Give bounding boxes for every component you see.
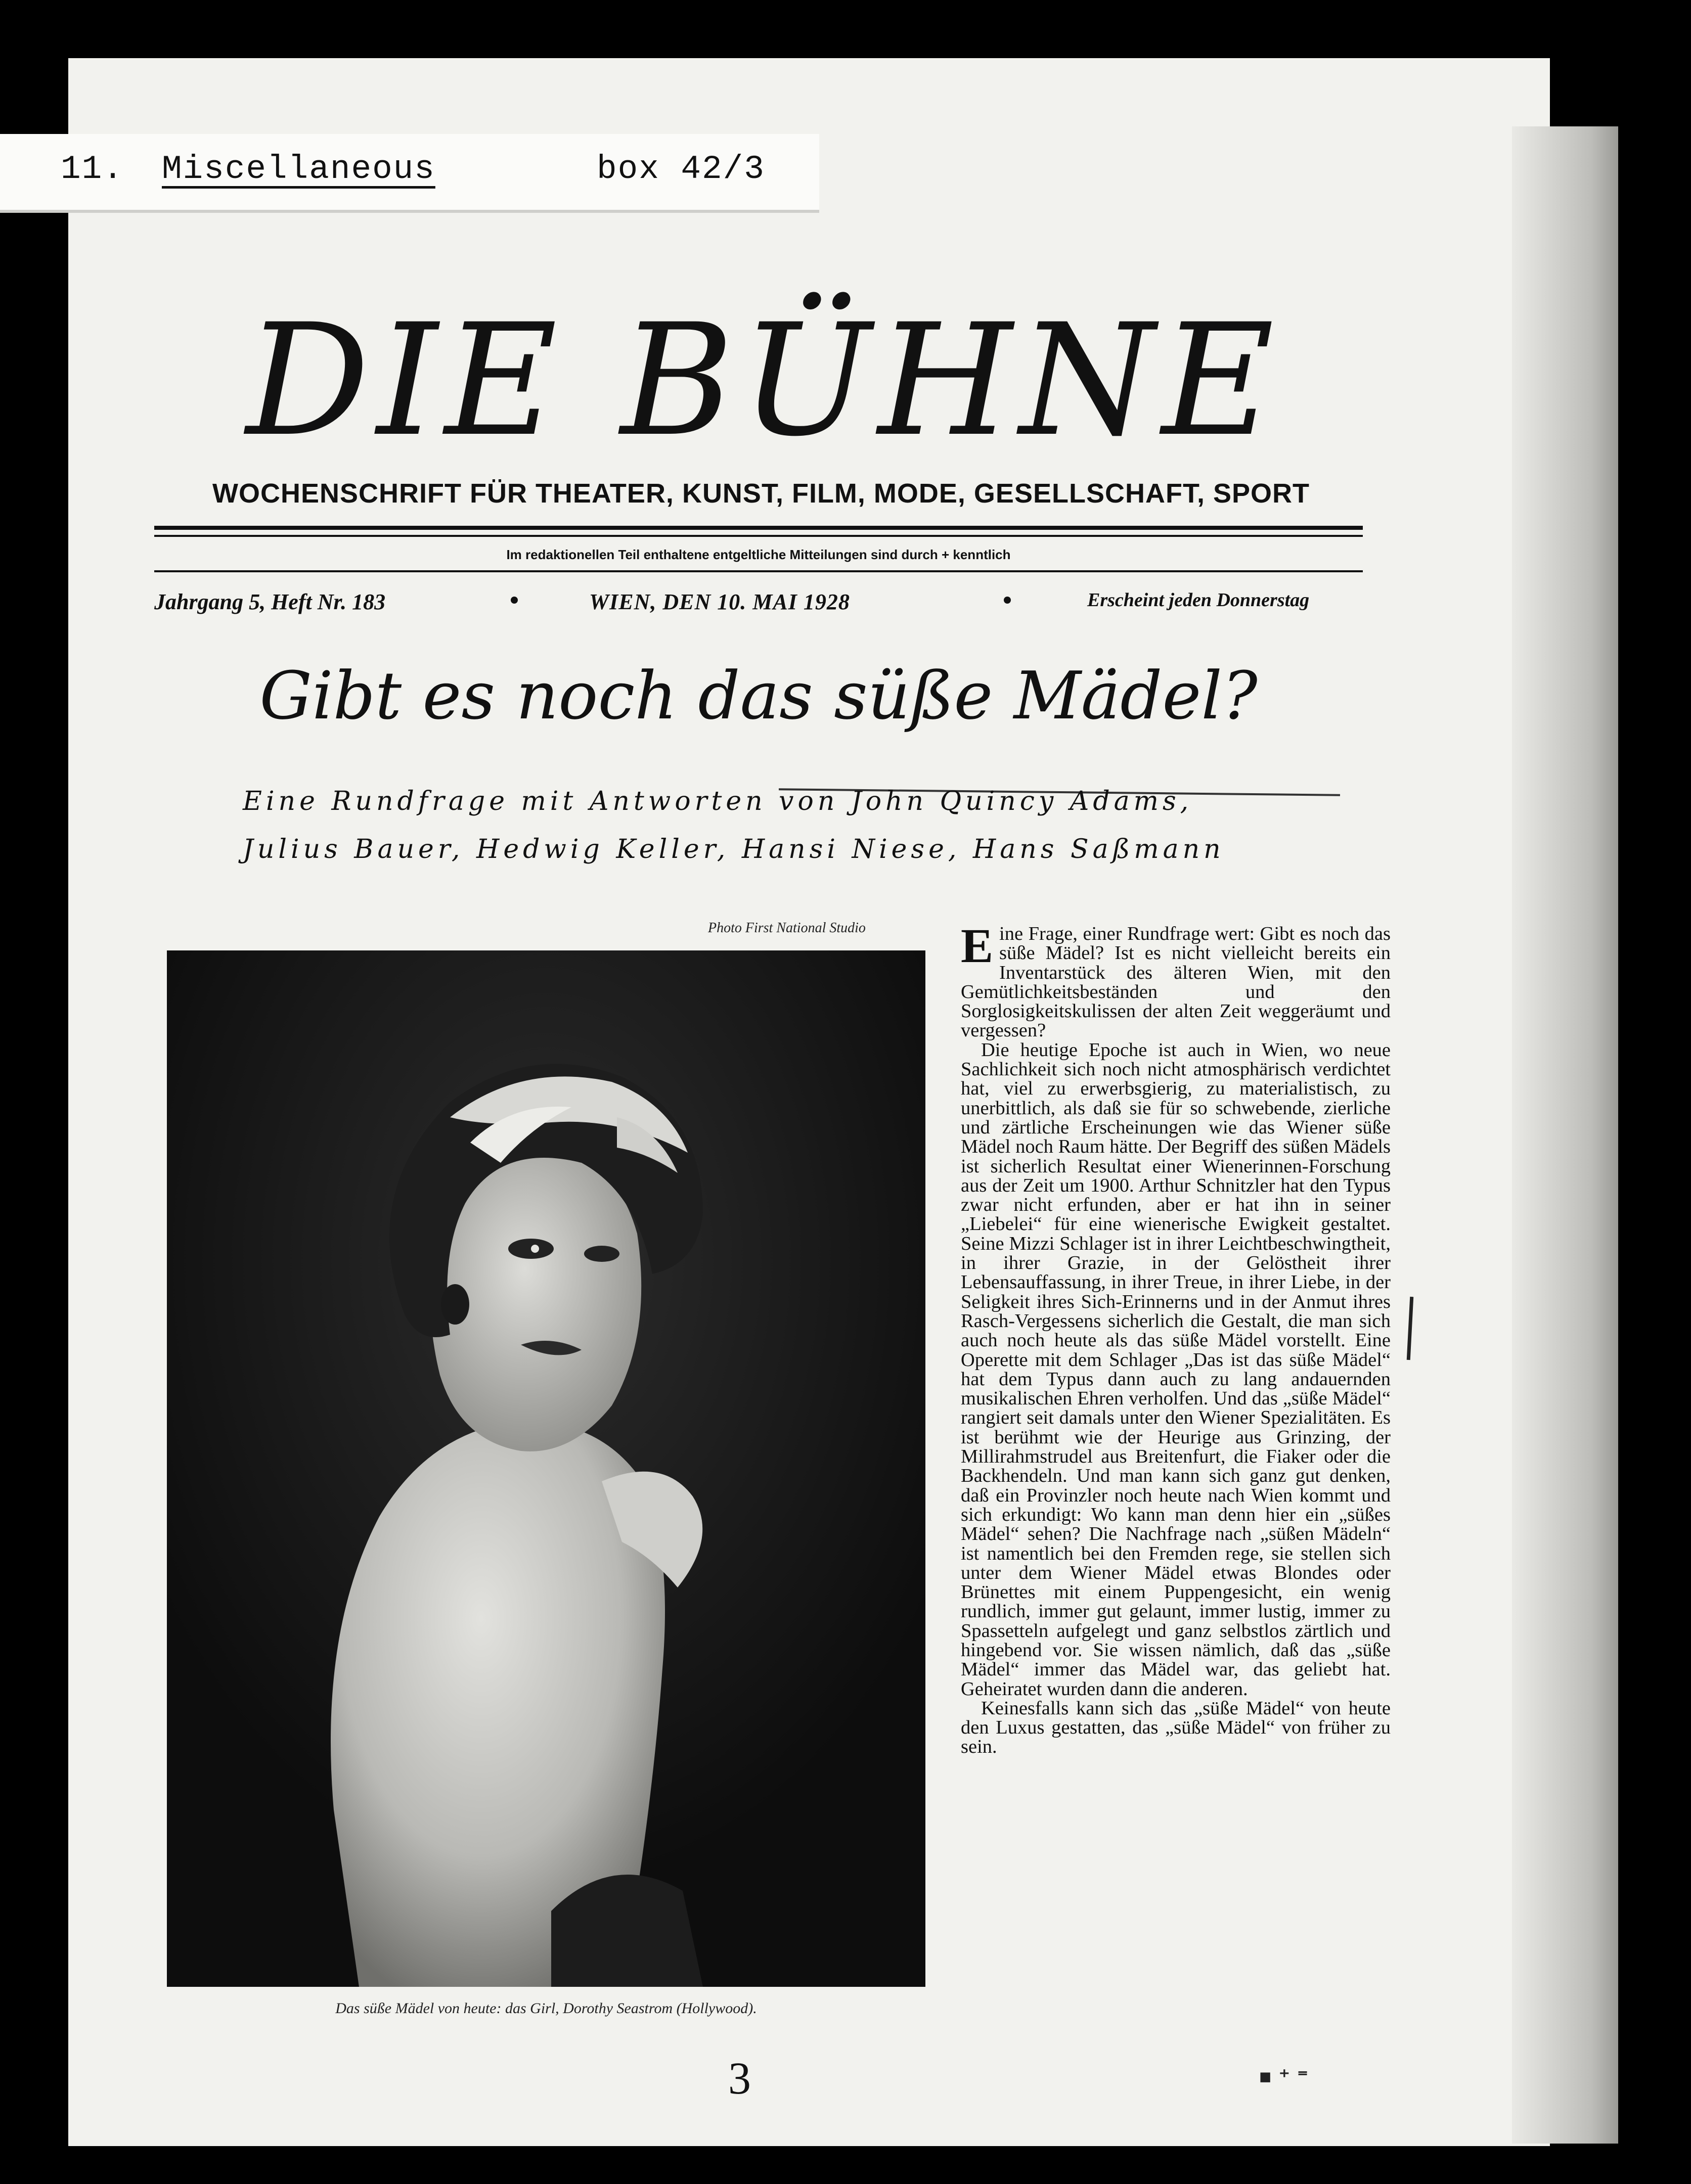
archive-label bbox=[0, 134, 819, 213]
page-edge-shadow bbox=[1512, 126, 1618, 2144]
article-dek-line1: Eine Rundfrage mit Antworten von John Quincy Adams, bbox=[243, 786, 1193, 816]
separator-dot bbox=[1004, 597, 1011, 604]
editorial-notice: Im redaktionellen Teil enthaltene entgeltliche Mitteilungen sind durch + kenntlich bbox=[506, 547, 1011, 562]
separator-dot bbox=[511, 597, 518, 604]
archive-number: 11. bbox=[61, 150, 124, 188]
issue-frequency: Erscheint jeden Donnerstag bbox=[1087, 589, 1310, 611]
article-paragraph: Keinesfalls kann sich das „süße Mädel“ von heute den Luxus gestatten, das „süße Mädel“ von früher zu sein. bbox=[961, 1697, 1391, 1758]
page-number: 3 bbox=[728, 2054, 751, 2104]
article-dek-line2: Julius Bauer, Hedwig Keller, Hansi Niese, Hans Saßmann bbox=[243, 834, 1225, 864]
article-body bbox=[961, 919, 1391, 1758]
masthead-subtitle: WOCHENSCHRIFT FÜR THEATER, KUNST, FILM, MODE, GESELLSCHAFT, SPORT bbox=[212, 478, 1310, 509]
article-headline: Gibt es noch das süße Mädel? bbox=[259, 657, 1258, 734]
drop-cap: E bbox=[961, 919, 994, 973]
portrait-photo bbox=[167, 950, 925, 1987]
archive-box: box 42/3 bbox=[597, 150, 765, 188]
article-paragraph: Die heutige Epoche ist auch in Wien, wo neue Sachlichkeit sich noch nicht atmosphärisch verdichtet hat, viel zu erwerbsgierig, zu materialistisch, zu unerbittlich, als daß sie für so schwebende, zierliche und zärtliche Erscheinungen wie das Wiener süße Mädel noch Raum hätte. Der Begriff des süßen Mädels ist sicherlich Resultat einer Wienerinnen-Forschung aus der Zeit um 1900. Arthur Schnitzler hat den Typus zwar nicht erfunden, aber er hat ihn in seiner „Liebelei“ für eine wienerische Ewigkeit gestaltet. Seine Mizzi Schlager ist in ihrer Leichtbeschwingtheit, in ihrer Grazie, in der Gelöstheit ihrer Lebensauffassung, in ihrer Treue, in ihrer Liebe, in der Seligkeit ihres Sich-Erinnerns und in der Anmut ihres Rasch-Vergessens sicherlich die Gestalt, die man sich auch noch heute als das süße Mädel vorstellt. Eine Operette mit dem Schlager „Das ist das süße Mädel“ hat dem Typus dann auch zu lang andauernden musikalischen Ehren verholfen. Und das „süße Mädel“ rangiert seit damals unter den Wiener Spezialitäten. Es ist berühmt wie der Heurige aus Grinzing, der Millirahmstrudel aus Breitenfurt, die Fiaker oder die Backhendeln. Und man kann sich ganz gut denken, daß ein Provinzler noch heute nach Wien kommt und sich erkundigt: Wo kann man denn hier ein „süßes Mädel“ sehen? Die Nachfrage nach „süßen Mädeln“ ist namentlich bei den Fremden rege, sie stellen sich unter dem Wiener Mädel etwas Blondes oder Brünettes mit einem Puppengesicht, ein wenig rundlich, immer gut gelaunt, immer lustig, immer zu Spassetteln aufgelegt und ganz selbstlos zärtlich und hingebend vor. Sie wissen nämlich, daß das „süße Mädel“ immer das Mädel war, das geliebt hat. Geheiratet wurden dann die anderen. bbox=[961, 1039, 1391, 1700]
masthead-rule bbox=[154, 526, 1363, 530]
photo-caption: Das süße Mädel von heute: das Girl, Dorothy Seastrom (Hollywood). bbox=[335, 2000, 757, 2017]
issue-date: WIEN, DEN 10. MAI 1928 bbox=[589, 589, 850, 614]
paragraph-text: ine Frage, einer Rundfrage wert: Gibt es noch das süße Mädel? Ist es nicht vielleicht bereits ein Inventarstück des älteren Wien, mit den Gemütlichkeitsbeständen und den Sorglosigkeitskulissen der alten Zeit weggeräumt und vergessen? bbox=[961, 923, 1391, 1041]
masthead-title: DIE BÜHNE bbox=[246, 291, 1281, 470]
masthead-rule-thin bbox=[154, 535, 1363, 537]
notice-rule bbox=[154, 570, 1363, 572]
issue-volume: Jahrgang 5, Heft Nr. 183 bbox=[154, 589, 386, 614]
photo-credit: Photo First National Studio bbox=[708, 920, 866, 936]
article-paragraph bbox=[961, 919, 1391, 1041]
corner-mark: ■ ⁺ ⁼ bbox=[1259, 2066, 1309, 2088]
archive-category: Miscellaneous bbox=[162, 150, 435, 188]
